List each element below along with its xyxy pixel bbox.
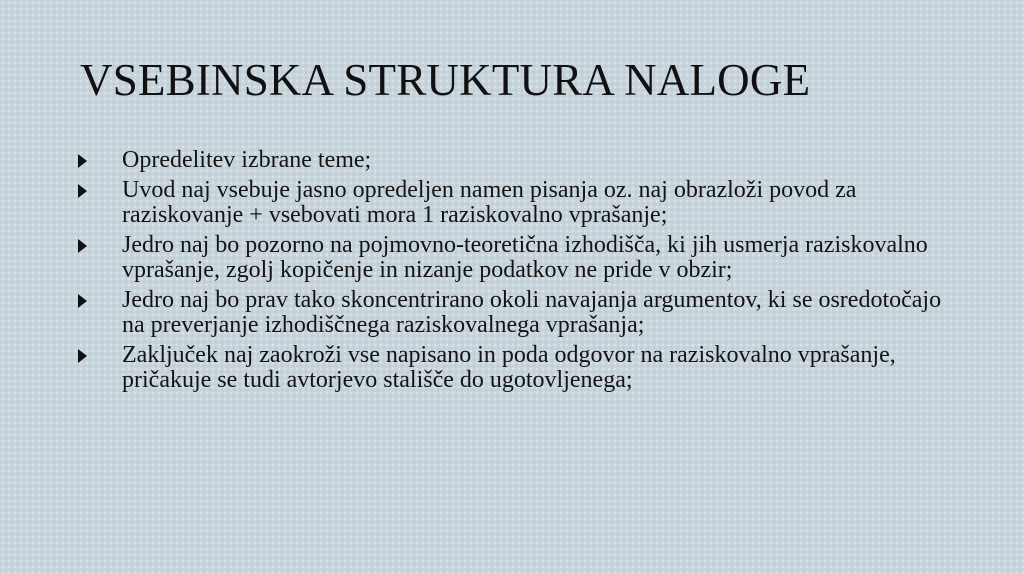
bullet-text: Opredelitev izbrane teme; bbox=[122, 147, 372, 173]
bullet-list bbox=[78, 148, 958, 398]
bullet-item bbox=[78, 233, 958, 283]
bullet-item bbox=[78, 178, 958, 228]
triangle-right-icon bbox=[78, 349, 109, 363]
bullet-item bbox=[78, 343, 958, 393]
slide-title: VSEBINSKA STRUKTURA NALOGE bbox=[80, 55, 811, 105]
bullet-text: Uvod naj vsebuje jasno opredeljen namen pisanja oz. naj obrazloži povod za raziskovanje + vsebovati mora 1 raziskovalno vprašanje; bbox=[122, 177, 857, 228]
bullet-text: Jedro naj bo prav tako skoncentrirano okoli navajanja argumentov, ki se osredotočajo na preverjanje izhodiščnega raziskovalnega vprašanja; bbox=[122, 287, 942, 338]
bullet-text: Jedro naj bo pozorno na pojmovno-teoretična izhodišča, ki jih usmerja raziskovalno vprašanje, zgolj kopičenje in nizanje podatkov ne pride v obzir; bbox=[122, 232, 928, 283]
triangle-right-icon bbox=[78, 184, 109, 198]
bullet-text: Zaključek naj zaokroži vse napisano in poda odgovor na raziskovalno vprašanje, pričakuje se tudi avtorjevo stališče do ugotovljenega; bbox=[122, 342, 896, 393]
bullet-item bbox=[78, 148, 958, 173]
triangle-right-icon bbox=[78, 294, 109, 308]
bullet-item bbox=[78, 288, 958, 338]
triangle-right-icon bbox=[78, 154, 109, 168]
triangle-right-icon bbox=[78, 239, 109, 253]
